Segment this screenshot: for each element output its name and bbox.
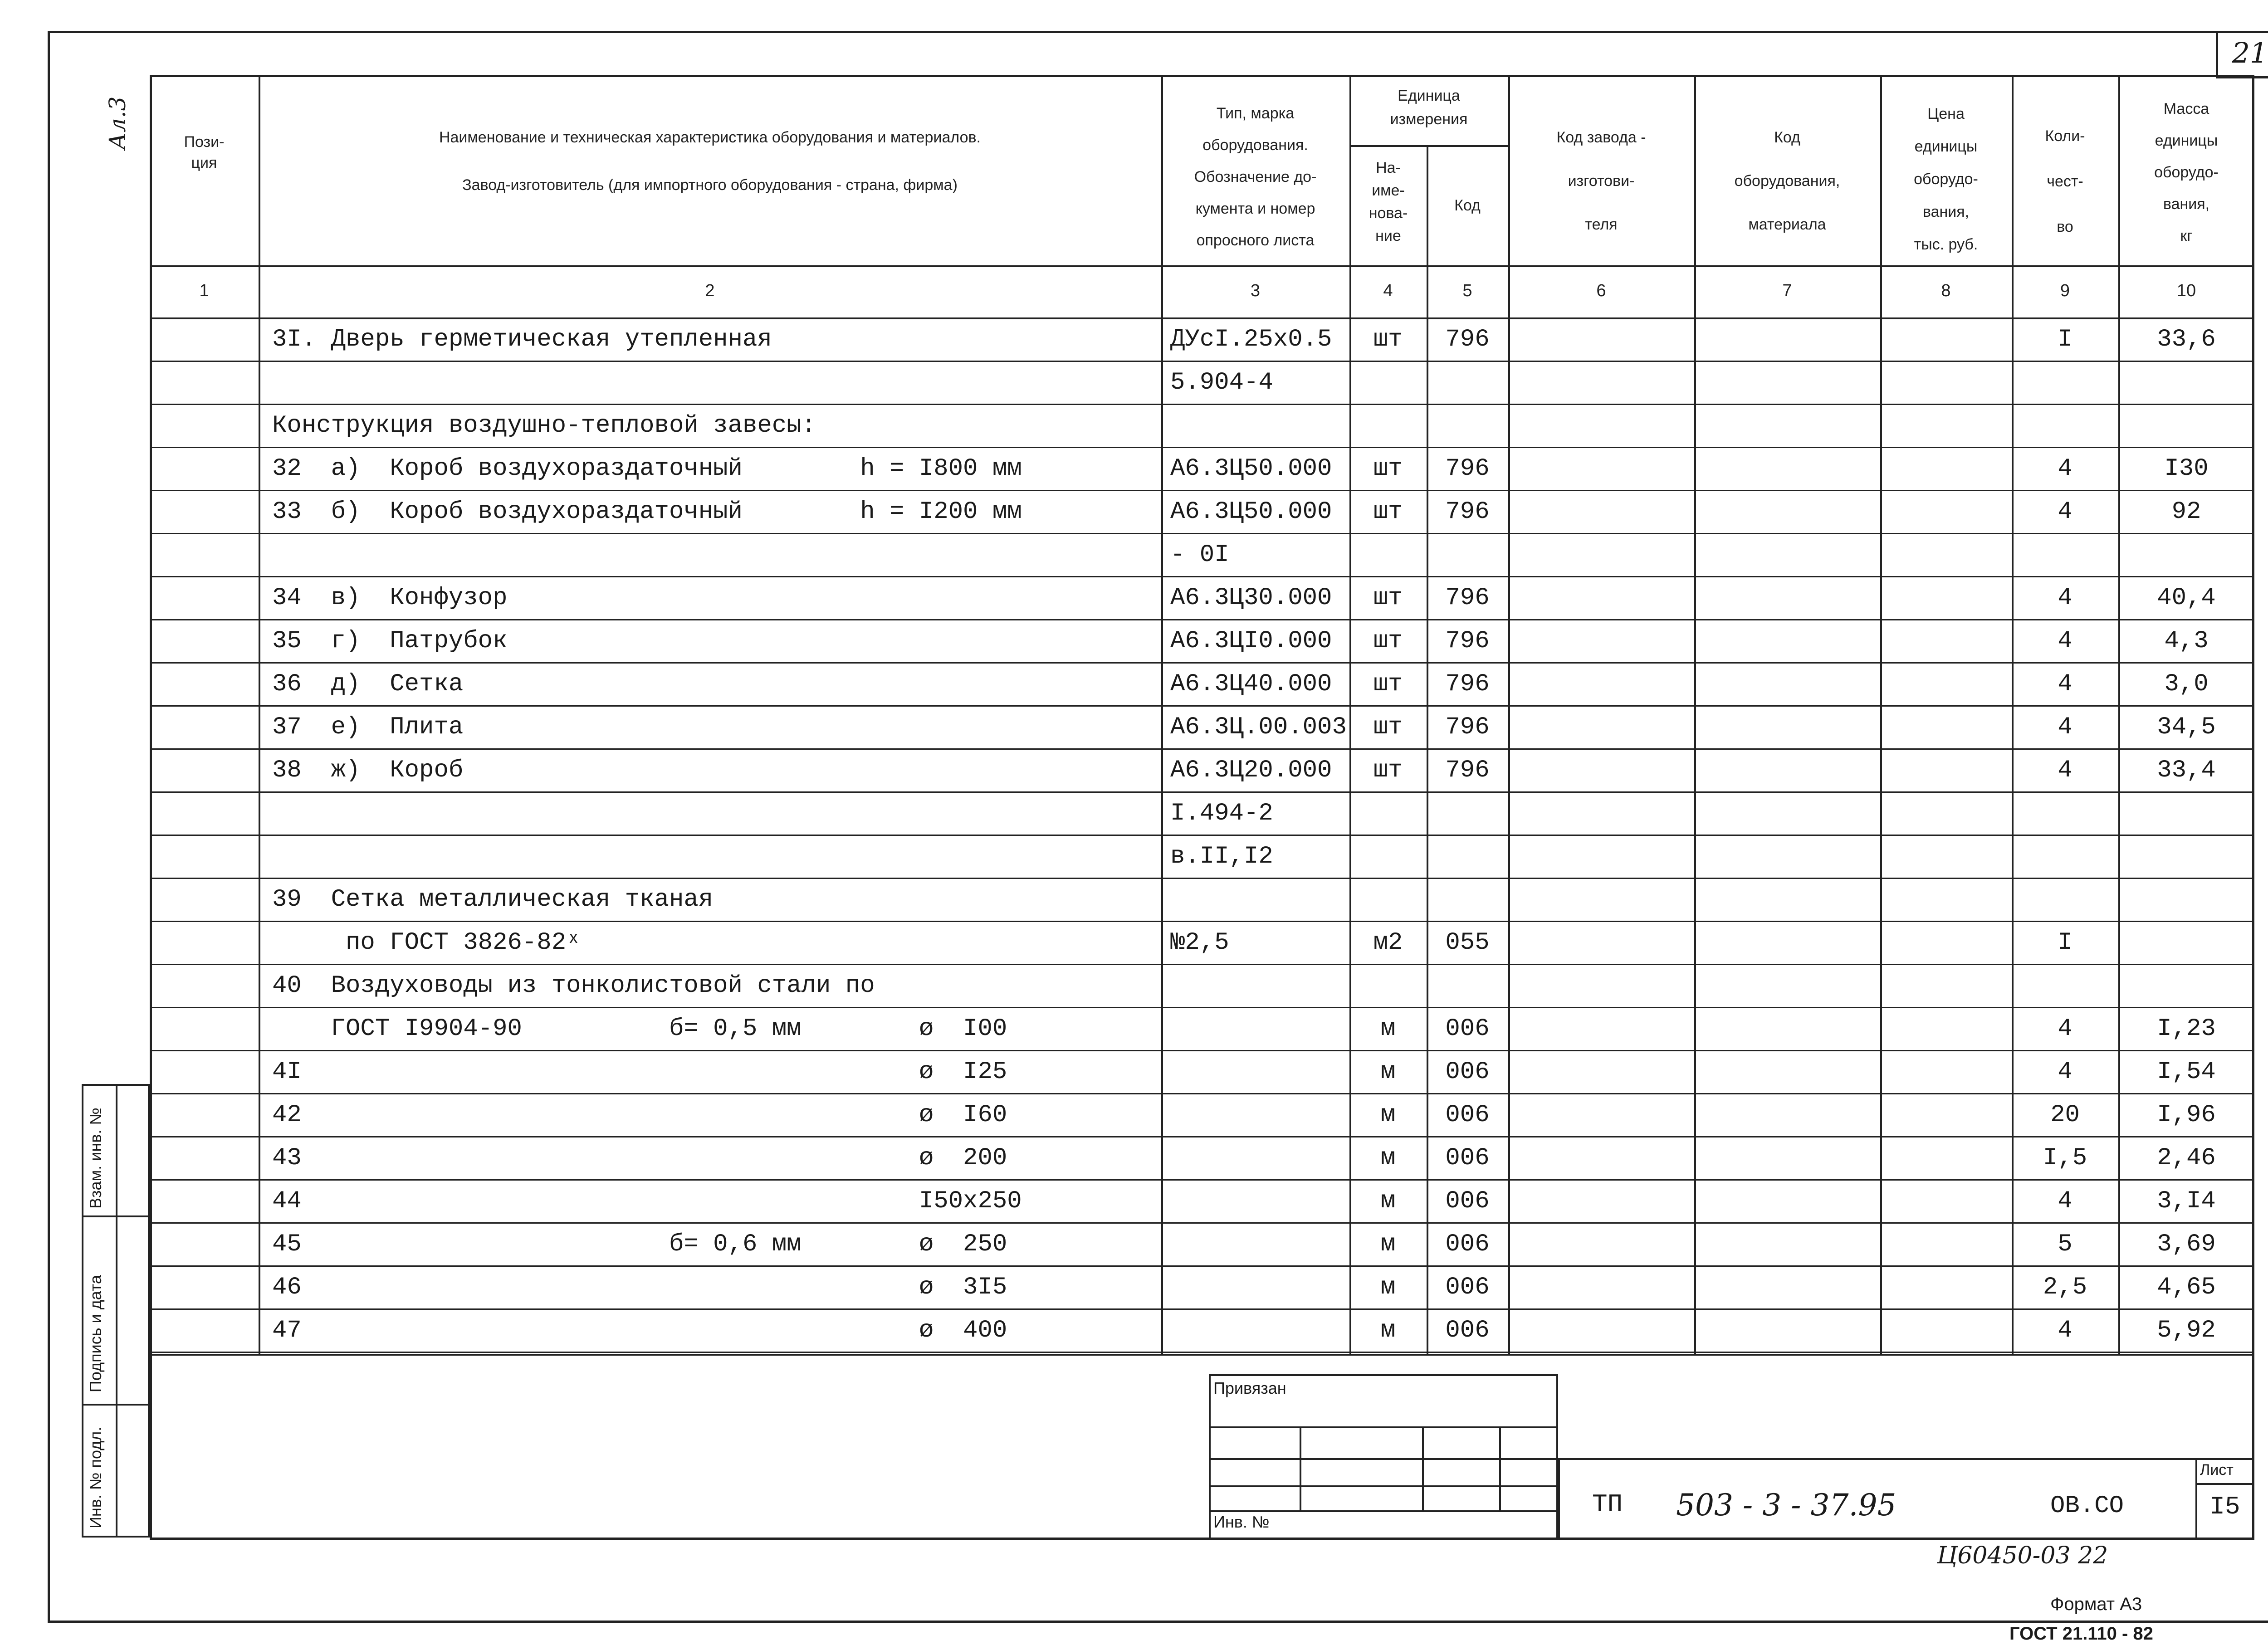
cell-mass: 40,4 (2157, 584, 2216, 612)
cell-mass: 2,46 (2157, 1144, 2216, 1172)
cell-type: А6.3Ц50.000 (1170, 455, 1332, 483)
cell-name: 38 ж) Короб (272, 757, 464, 784)
colnum-1: 1 (199, 281, 209, 300)
header-type: Тип, марка оборудования. Обозначение до- кумента и номер опросного листа (1194, 105, 1317, 249)
stamp-label-inv: Инв. № подл. (86, 1426, 105, 1528)
inv-no-label: Инв. № (1213, 1513, 1270, 1531)
cell-mass: 3,I4 (2157, 1187, 2216, 1215)
cell-qty: 4 (2058, 1317, 2072, 1344)
cell-code: 796 (1445, 584, 1490, 612)
cell-type: №2,5 (1170, 929, 1229, 957)
cell-qty: I,5 (2043, 1144, 2087, 1172)
cell-mass: 92 (2171, 498, 2201, 526)
colnum-3: 3 (1250, 281, 1261, 300)
cell-mass: 5,92 (2157, 1317, 2216, 1344)
cell-code: 796 (1445, 627, 1490, 655)
cell-mass: 4,65 (2157, 1274, 2216, 1301)
header-unit: Единица измерения (1390, 87, 1468, 128)
doc-number: 503 - 3 - 37.95 (1676, 1488, 1897, 1523)
cell-qty: 4 (2058, 713, 2072, 741)
cell-name: 44 I50х250 (272, 1187, 1022, 1215)
cell-name: 33 б) Короб воздухораздаточный h = I200 мм (272, 498, 1022, 526)
header-equipment-code: Код оборудования, материала (1734, 129, 1840, 233)
cell-code: 055 (1445, 929, 1490, 957)
cell-type: А6.3Ц50.000 (1170, 498, 1332, 526)
cell-qty: 4 (2058, 455, 2072, 483)
cell-name: 39 Сетка металлическая тканая (272, 886, 714, 913)
cell-unit: м (1380, 1101, 1396, 1129)
cell-unit: шт (1373, 455, 1403, 483)
format-label: Формат А3 (2050, 1594, 2142, 1614)
cell-qty: 4 (2058, 757, 2072, 784)
cell-unit: шт (1373, 713, 1403, 741)
cell-qty: 4 (2058, 498, 2072, 526)
cell-qty: I (2058, 929, 2072, 957)
cell-type: А6.3Ц40.000 (1170, 670, 1332, 698)
cell-name: 4I ø I25 (272, 1058, 1007, 1086)
colnum-9: 9 (2060, 281, 2070, 300)
title-block (1558, 1458, 2254, 1540)
cell-mass: I,96 (2157, 1101, 2216, 1129)
sheet-number: I5 (2209, 1492, 2240, 1521)
cell-type: - 0I (1170, 541, 1229, 569)
header-mass: Масса единицы оборудо- вания, кг (2154, 100, 2219, 244)
sheet-label: Лист (2200, 1461, 2234, 1479)
header-factory-code: Код завода - изготови- теля (1556, 129, 1646, 233)
cell-unit: шт (1373, 627, 1403, 655)
header-name-a: Наименование и техническая характеристика оборудования и материалов. (439, 129, 981, 146)
colnum-6: 6 (1596, 281, 1606, 300)
cell-mass: 3,69 (2157, 1230, 2216, 1258)
cell-code: 006 (1445, 1230, 1490, 1258)
colnum-7: 7 (1782, 281, 1792, 300)
cell-name: 47 ø 400 (272, 1317, 1007, 1344)
cell-unit: м (1380, 1274, 1396, 1301)
cell-name: 46 ø 3I5 (272, 1274, 1007, 1301)
cell-type: в.II,I2 (1170, 843, 1273, 870)
colnum-5: 5 (1462, 281, 1472, 300)
cell-type: I.494-2 (1170, 800, 1273, 827)
cell-code: 006 (1445, 1015, 1490, 1043)
cell-qty: 4 (2058, 1058, 2072, 1086)
cell-unit: шт (1373, 584, 1403, 612)
doc-prefix: ТП (1592, 1490, 1623, 1519)
cell-unit: м (1380, 1015, 1396, 1043)
cell-type: ДУсI.25х0.5 (1170, 326, 1332, 353)
colnum-10: 10 (2176, 281, 2196, 300)
doc-code: ОВ.СО (2050, 1492, 2124, 1520)
cell-code: 796 (1445, 757, 1490, 784)
cell-code: 796 (1445, 455, 1490, 483)
cell-code: 006 (1445, 1274, 1490, 1301)
cell-code: 796 (1445, 713, 1490, 741)
cell-unit: шт (1373, 498, 1403, 526)
header-price: Цена единицы оборудо- вания, тыс. руб. (1914, 105, 1978, 253)
cell-mass: 33,4 (2157, 757, 2216, 784)
cell-mass: 33,6 (2157, 326, 2216, 353)
gost-label: ГОСТ 21.110 - 82 (2009, 1624, 2153, 1644)
cell-unit: м (1380, 1144, 1396, 1172)
cell-qty: 4 (2058, 1187, 2072, 1215)
cell-unit: м (1380, 1058, 1396, 1086)
header-unit-code: Код (1454, 197, 1481, 214)
cell-name: 3I. Дверь герметическая утепленная (272, 326, 772, 353)
cell-name: 37 е) Плита (272, 713, 464, 741)
colnum-2: 2 (705, 281, 715, 300)
cell-name: 40 Воздуховоды из тонколистовой стали по (272, 972, 875, 1000)
cell-type: А6.3Ц30.000 (1170, 584, 1332, 612)
cell-type: А6.3ЦI0.000 (1170, 627, 1332, 655)
header-quantity: Коли- чест- во (2045, 127, 2085, 235)
cell-mass: 3,0 (2164, 670, 2209, 698)
cell-code: 006 (1445, 1058, 1490, 1086)
cell-code: 006 (1445, 1317, 1490, 1344)
header-unit-name: На- име- нова- ние (1369, 159, 1408, 244)
cell-qty: 5 (2058, 1230, 2072, 1258)
cell-mass: 4,3 (2164, 627, 2209, 655)
cell-code: 796 (1445, 498, 1490, 526)
cell-qty: 20 (2050, 1101, 2080, 1129)
cell-code: 006 (1445, 1144, 1490, 1172)
cell-mass: I,54 (2157, 1058, 2216, 1086)
cell-unit: шт (1373, 670, 1403, 698)
cell-qty: 4 (2058, 670, 2072, 698)
cell-mass: I,23 (2157, 1015, 2216, 1043)
page-number: 21 (2232, 36, 2268, 69)
cell-name: 42 ø I60 (272, 1101, 1007, 1129)
cell-name: 35 г) Патрубок (272, 627, 508, 655)
stamp-label-sign: Подпись и дата (86, 1275, 105, 1392)
cell-type: А6.3Ц.00.003 (1170, 713, 1347, 741)
marginal-note: Ал.3 (104, 96, 131, 150)
cell-name: 43 ø 200 (272, 1144, 1007, 1172)
cell-qty: 4 (2058, 584, 2072, 612)
cell-unit: м (1380, 1317, 1396, 1344)
cell-code: 006 (1445, 1101, 1490, 1129)
header-position: Пози- ция (184, 133, 225, 171)
archive-number: Ц60450-03 22 (1937, 1542, 2108, 1569)
cell-qty: I (2058, 326, 2072, 353)
cell-code: 006 (1445, 1187, 1490, 1215)
cell-mass: I30 (2164, 455, 2209, 483)
cell-unit: шт (1373, 326, 1403, 353)
cell-code: 796 (1445, 326, 1490, 353)
cell-qty: 2,5 (2043, 1274, 2087, 1301)
colnum-4: 4 (1383, 281, 1393, 300)
cell-unit: м (1380, 1187, 1396, 1215)
cell-name: 36 д) Сетка (272, 670, 464, 698)
colnum-8: 8 (1941, 281, 1951, 300)
cell-unit: м2 (1373, 929, 1403, 957)
stamp-label-vzam: Взам. инв. № (86, 1107, 105, 1209)
cell-type: А6.3Ц20.000 (1170, 757, 1332, 784)
privyazan-label: Привязан (1213, 1379, 1286, 1397)
cell-name: ГОСТ I9904-90 б= 0,5 мм ø I00 (272, 1015, 1007, 1043)
cell-name: по ГОСТ 3826-82ˣ (272, 929, 581, 957)
cell-code: 796 (1445, 670, 1490, 698)
cell-unit: шт (1373, 757, 1403, 784)
header-name-b: Завод-изготовитель (для импортного оборудования - страна, фирма) (462, 176, 958, 194)
cell-type: 5.904-4 (1170, 369, 1273, 396)
cell-name: 34 в) Конфузор (272, 584, 508, 612)
cell-name: 45 б= 0,6 мм ø 250 (272, 1230, 1007, 1258)
cell-qty: 4 (2058, 627, 2072, 655)
cell-mass: 34,5 (2157, 713, 2216, 741)
cell-name: 32 а) Короб воздухораздаточный h = I800 мм (272, 455, 1022, 483)
cell-name: Конструкция воздушно-тепловой завесы: (272, 412, 816, 439)
cell-qty: 4 (2058, 1015, 2072, 1043)
cell-unit: м (1380, 1230, 1396, 1258)
